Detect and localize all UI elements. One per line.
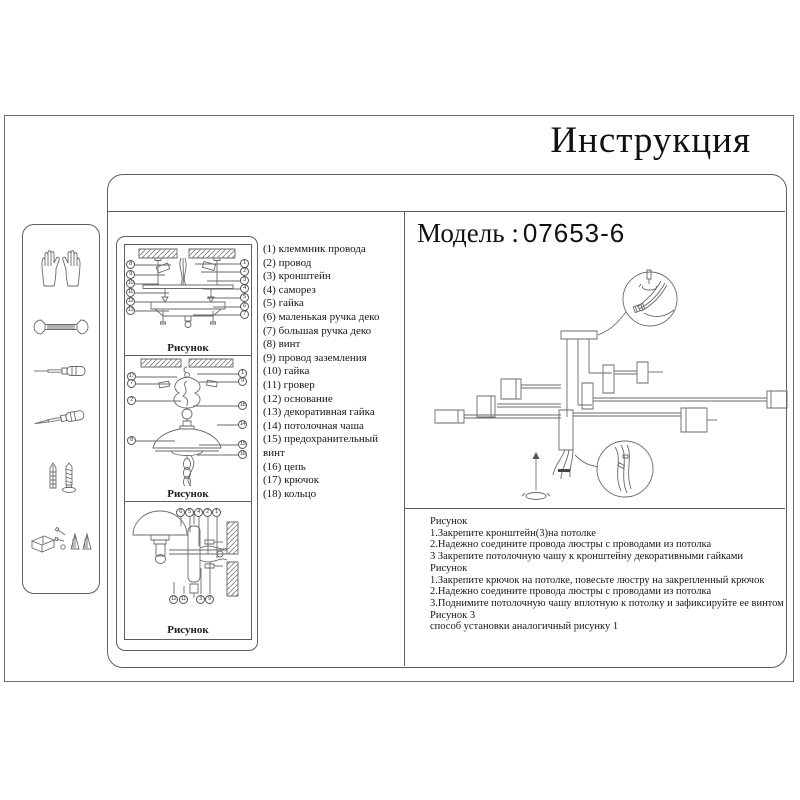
callout-badge: 2 (127, 396, 136, 405)
tools-sidebar (22, 224, 100, 594)
callout-badge: 1 (240, 259, 249, 268)
callout-badge: 18 (239, 402, 246, 408)
callout-badge: 12 (127, 298, 134, 304)
instruction-line: 1.Закрепите крючок на потолке, повесьте люстру на закрепленный крючок (430, 574, 765, 586)
figure-1-diagram (125, 245, 251, 343)
callout-badge: 4 (194, 508, 203, 517)
callout-badge: 12 (170, 596, 177, 602)
part-item: (10) гайка (263, 365, 310, 378)
instruction-line: 3.Поднимите потолочную чашу вплотную к потолку и зафиксируйте ее винтом (430, 597, 784, 609)
part-item: (4) саморез (263, 283, 316, 296)
figure-3-diagram (125, 502, 251, 622)
callout-badge: 11 (180, 596, 186, 602)
callout-badge: 9 (205, 595, 214, 604)
anchor-screw-icon (23, 461, 99, 495)
part-item: (14) потолочная чаша (263, 419, 364, 432)
vertical-divider (404, 211, 405, 666)
chandelier-assembly-diagram (415, 255, 790, 505)
part-item: (16) цепь (263, 460, 306, 473)
callout-badge: 7 (127, 379, 136, 388)
callout-badge: 8 (127, 436, 136, 445)
callout-badge: 17 (128, 373, 135, 379)
callout-badge: 9 (238, 377, 247, 386)
mounting-hardware-icon (23, 525, 99, 561)
callout-badge: 2 (203, 508, 212, 517)
instruction-line: 1.Закрепите кронштейн(3)на потолке (430, 527, 596, 539)
model-row (417, 218, 625, 249)
callout-badge: 9 (126, 270, 135, 279)
part-item: (8) винт (263, 338, 301, 351)
part-item: (5) гайка (263, 297, 304, 310)
instruction-line: способ установки аналогичный рисунку 1 (430, 621, 619, 633)
model-label: Модель : (417, 218, 519, 248)
instruction-line: Рисунок (430, 516, 468, 527)
part-item: (2) провод (263, 256, 312, 269)
part-item: (7) большая ручка деко (263, 324, 372, 337)
figure-2-diagram (125, 356, 251, 486)
part-item: (11) гровер (263, 378, 315, 391)
callout-badge: 8 (126, 260, 135, 269)
callout-badge: 11 (127, 289, 133, 295)
instruction-line: 3 Закрепите потолочную чашу к кронштейну декоративными гайками (430, 551, 743, 563)
part-item: (13) декоративная гайка (263, 406, 375, 419)
part-item: (18) кольцо (263, 487, 317, 500)
figure-3-panel (124, 501, 252, 640)
callout-badge: 4 (240, 284, 249, 293)
callout-badge: 13 (127, 307, 134, 313)
callout-badge: 6 (240, 302, 249, 311)
part-item: (15) предохранительный винт (263, 433, 379, 459)
callout-badge: 3 (196, 595, 205, 604)
instruction-line: Рисунок 3 (430, 609, 476, 621)
page-title: Инструкция (550, 120, 751, 161)
callout-badge: 5 (240, 293, 249, 302)
callout-badge: 14 (239, 421, 246, 427)
part-item: (1) клеммник провода (263, 243, 366, 255)
instructions-divider (404, 508, 785, 509)
part-item: (12) основание (263, 392, 333, 405)
callout-badge: 5 (185, 508, 194, 517)
figure-1-caption: Рисунок (167, 342, 209, 354)
flat-screwdriver-icon (23, 364, 99, 378)
figure-2-caption: Рисунок (167, 488, 209, 500)
callout-badge: 1 (212, 508, 221, 517)
figure-3-caption: Рисунок (167, 624, 209, 636)
model-number: 07653-6 (522, 218, 626, 248)
installation-instructions (430, 516, 784, 633)
callout-badge: 10 (127, 280, 134, 286)
gloves-icon (23, 245, 99, 289)
callout-badge: 1 (238, 369, 247, 378)
parts-list (263, 243, 401, 501)
part-item: (3) кронштейн (263, 270, 331, 283)
phillips-screwdriver-icon (23, 408, 99, 428)
part-item: (17) крючок (263, 474, 320, 487)
callout-badge: 3 (240, 276, 249, 285)
instruction-line: Рисунок (430, 562, 468, 574)
wrench-icon (23, 318, 99, 336)
part-item: (9) провод заземления (263, 351, 367, 364)
callout-badge: 16 (239, 451, 246, 457)
figure-1-panel (124, 244, 252, 358)
instruction-line: 2.Надежно соедините провода люстры с проводами из потолка (430, 539, 712, 551)
callout-badge: 2 (240, 267, 249, 276)
top-divider (108, 211, 785, 212)
part-item: (6) маленькая ручка деко (263, 310, 380, 323)
callout-badge: 7 (240, 310, 249, 319)
callout-badge: 15 (239, 441, 246, 447)
figure-2-panel (124, 355, 252, 504)
callout-badge: 6 (176, 508, 185, 517)
instruction-line: 2.Надежно соедините провода люстры с проводами из потолка (430, 586, 712, 598)
